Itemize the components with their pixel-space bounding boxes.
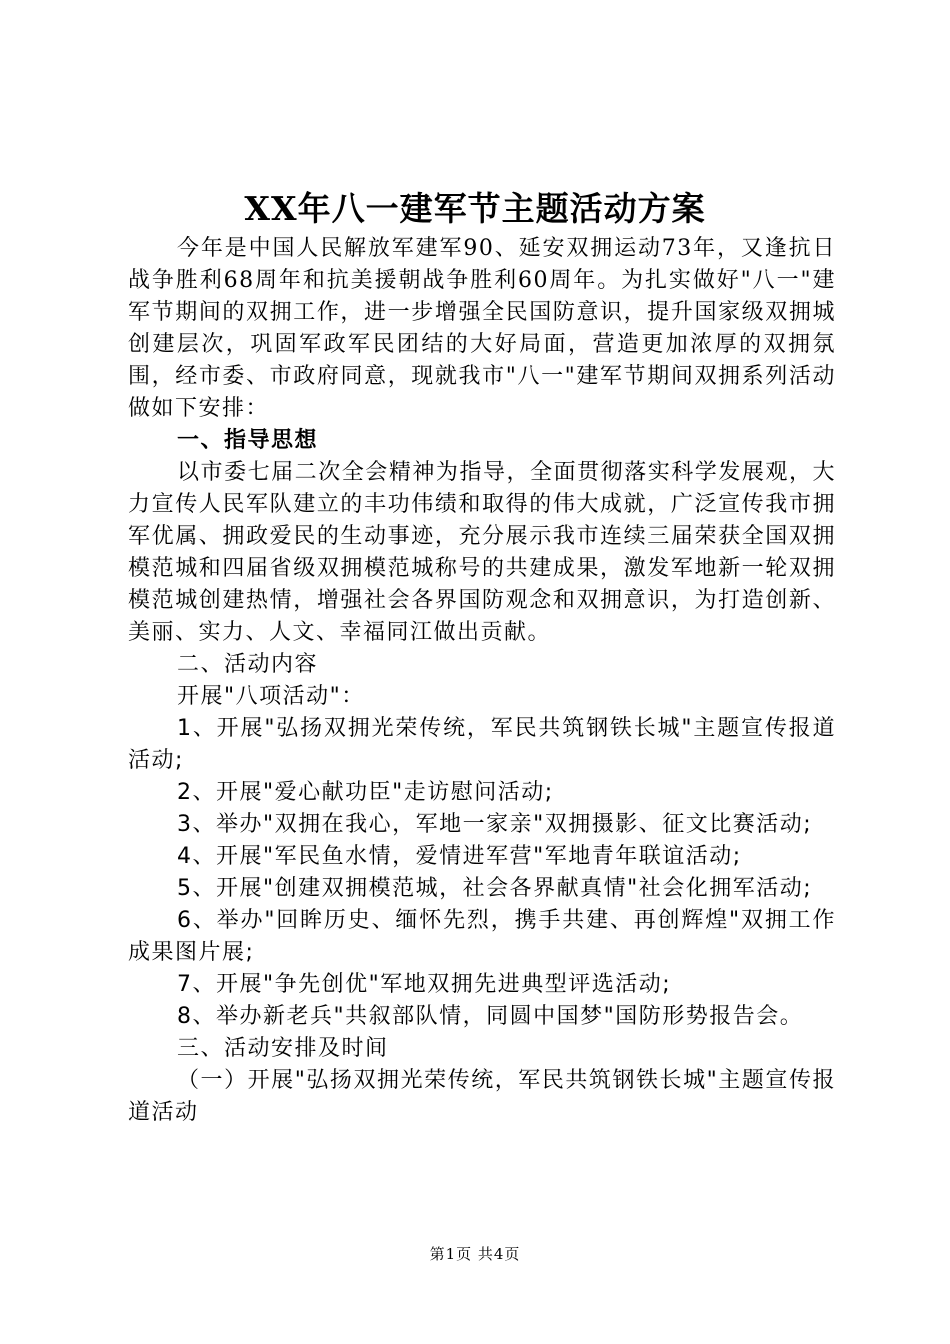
activity-item-2: 2、开展"爱心献功臣"走访慰问活动; <box>177 780 554 805</box>
guiding-ideology-paragraph: 以市委七届二次全会精神为指导，全面贯彻落实科学发展观，大力宣传人民军队建立的丰功伟绩和取得的伟大成就，广泛宣传我市拥军优属、拥政爱民的生动事迹，充分展示我市连续三届荣获全国双拥模范城和四届省级双拥模范城称号的共建成果，激发军地新一轮双拥模范城创建热情，增强社会各界国防观念和双拥意识，为打造创新、美丽、实力、人文、幸福同江做出贡献。 <box>128 460 836 645</box>
section-heading-guiding-ideology: 一、指导思想 <box>177 428 319 453</box>
activity-item-6: 6、举办"回眸历史、缅怀先烈，携手共建、再创辉煌"双拥工作成果图片展; <box>128 908 836 965</box>
activity-item-7: 7、开展"争先创优"军地双拥先进典型评选活动; <box>177 972 672 997</box>
document-title: XX年八一建军节主题活动方案 <box>244 189 706 228</box>
section-heading-schedule: 三、活动安排及时间 <box>177 1036 389 1061</box>
activity-item-5: 5、开展"创建双拥模范城，社会各界献真情"社会化拥军活动; <box>177 876 813 901</box>
schedule-item-1: （一）开展"弘扬双拥光荣传统，军民共筑钢铁长城"主题宣传报道活动 <box>128 1068 836 1125</box>
activity-item-4: 4、开展"军民鱼水情，爱情进军营"军地青年联谊活动; <box>177 844 742 869</box>
section-heading-activity-content: 二、活动内容 <box>177 652 319 677</box>
activity-item-1: 1、开展"弘扬双拥光荣传统，军民共筑钢铁长城"主题宣传报道活动; <box>128 716 836 773</box>
page-footer: 第1页 共4页 <box>429 1245 521 1263</box>
activity-item-8: 8、举办新老兵"共叙部队情，同圆中国梦"国防形势报告会。 <box>177 1004 804 1029</box>
document-body <box>128 233 836 1129</box>
eight-activities-intro: 开展"八项活动"： <box>177 684 365 709</box>
intro-paragraph: 今年是中国人民解放军建军90、延安双拥运动73年，又逢抗日战争胜利68周年和抗美援朝战争胜利60周年。为扎实做好"八一"建军节期间的双拥工作，进一步增强全民国防意识，提升国家级双拥城创建层次，巩固军政军民团结的大好局面，营造更加浓厚的双拥氛围，经市委、市政府同意，现就我市"八一"建军节期间双拥系列活动做如下安排： <box>128 236 836 421</box>
activity-item-3: 3、举办"双拥在我心，军地一家亲"双拥摄影、征文比赛活动; <box>177 812 813 837</box>
